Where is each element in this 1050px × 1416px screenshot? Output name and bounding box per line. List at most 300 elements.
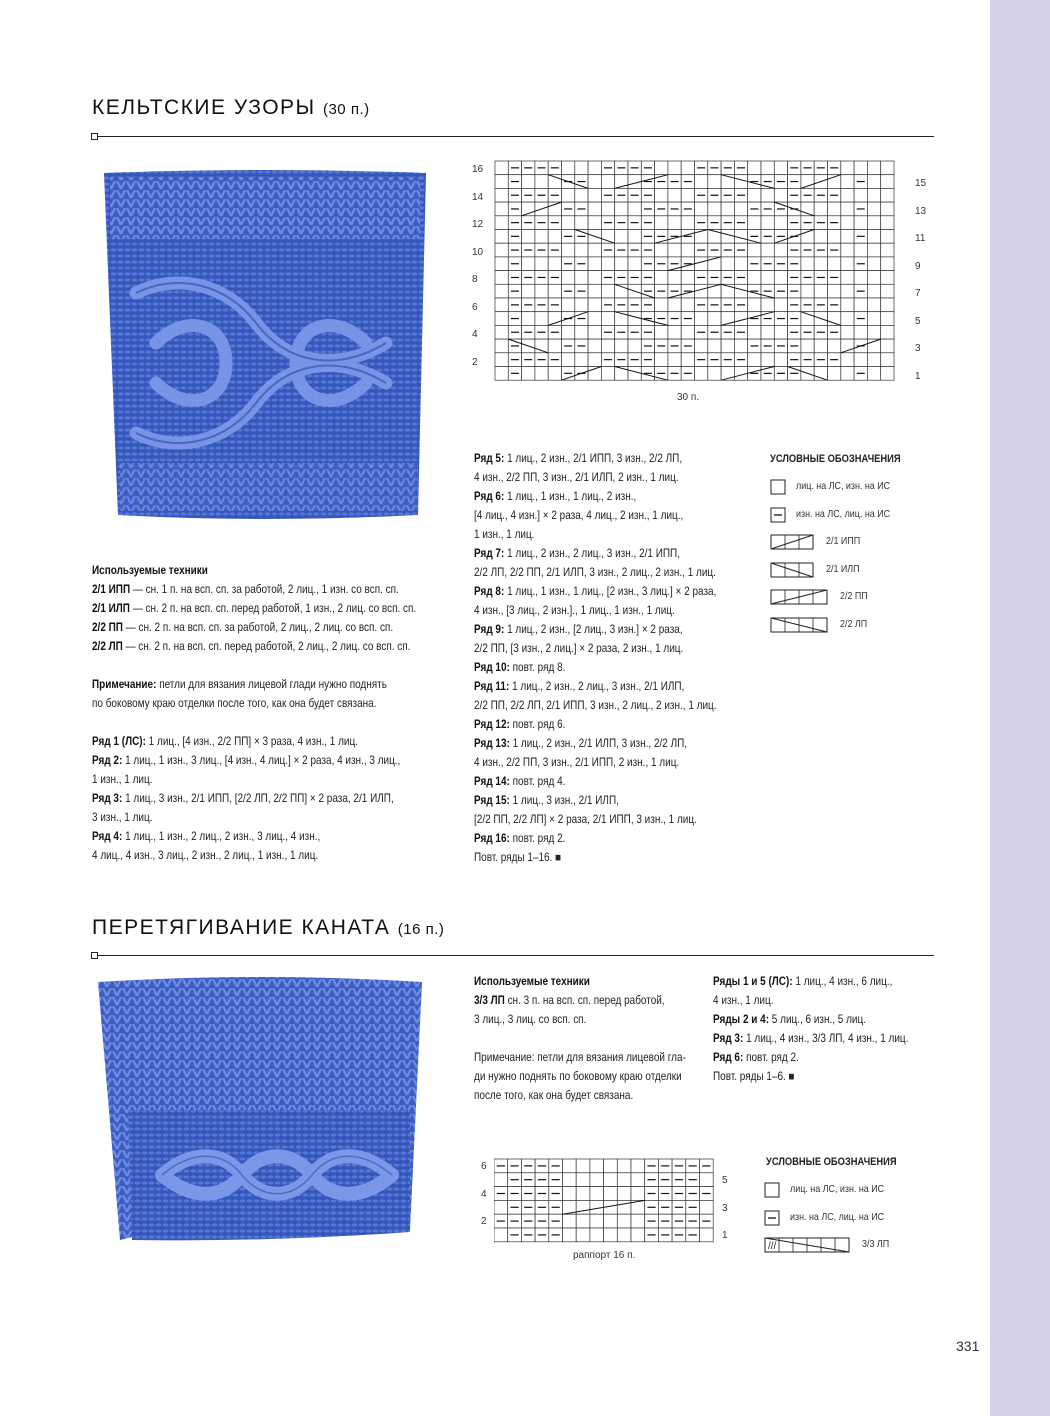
chart-row-number: 14 bbox=[472, 191, 484, 203]
row-text: 4 изн., 2/2 ПП, 3 изн., 2/1 ИЛП, 2 изн., 1 лиц. bbox=[474, 471, 679, 484]
legend-label: лиц. на ЛС, изн. на ИС bbox=[790, 1183, 885, 1195]
chart-cell bbox=[867, 161, 880, 175]
section1-rows-left bbox=[92, 732, 416, 865]
row-line bbox=[713, 972, 908, 991]
chart-cell bbox=[734, 257, 747, 271]
row-line bbox=[713, 1048, 908, 1067]
chart-cell bbox=[562, 298, 575, 312]
row-text: повт. ряд 8. bbox=[509, 661, 566, 674]
row-text: 1 лиц., 1 изн., 3 лиц., [4 изн., 4 лиц.] × 2 раза, 4 изн., 3 лиц., bbox=[122, 754, 401, 767]
cable-22-left-icon bbox=[770, 617, 828, 633]
legend-icon-wrap bbox=[770, 534, 814, 555]
chart-cell bbox=[668, 243, 681, 257]
row-line bbox=[92, 751, 416, 770]
row-line bbox=[474, 601, 717, 620]
chart-cell bbox=[535, 312, 548, 326]
chart-cell bbox=[655, 216, 668, 230]
chart-cell bbox=[700, 1173, 714, 1187]
chart-cell bbox=[748, 353, 761, 367]
chart-cell bbox=[881, 353, 894, 367]
chart-cell bbox=[588, 161, 601, 175]
row-text: 1 лиц., 4 изн., 6 лиц., bbox=[792, 975, 893, 988]
chart-cell bbox=[601, 284, 614, 298]
chart-cell bbox=[721, 257, 734, 271]
chart-cell bbox=[576, 1200, 590, 1214]
chart-cell bbox=[748, 298, 761, 312]
chart-cell bbox=[721, 202, 734, 216]
chart-cell bbox=[617, 1159, 631, 1173]
section2-rule bbox=[92, 955, 934, 956]
cable-21-left-purl-icon bbox=[770, 562, 814, 578]
chart-cell bbox=[548, 339, 561, 353]
row-text: повт. ряд 2. bbox=[509, 832, 566, 845]
chart-cell bbox=[631, 1214, 645, 1228]
chart-cell bbox=[563, 1159, 577, 1173]
section2-rows bbox=[713, 972, 908, 1067]
chart-cell bbox=[617, 1228, 631, 1242]
chart-cell bbox=[588, 325, 601, 339]
chart-cell bbox=[854, 161, 867, 175]
chart-row-number: 11 bbox=[915, 233, 926, 244]
chart-cell bbox=[590, 1173, 604, 1187]
chart-cell bbox=[617, 1214, 631, 1228]
chart-cell bbox=[628, 230, 641, 244]
legend-icon-wrap bbox=[764, 1182, 780, 1203]
chart-cell bbox=[814, 202, 827, 216]
chart-cell bbox=[867, 325, 880, 339]
technique-name: 2/1 ИПП bbox=[92, 583, 131, 596]
chart-cell bbox=[867, 257, 880, 271]
chart-cell bbox=[681, 161, 694, 175]
chart-cell bbox=[761, 243, 774, 257]
chart-cell bbox=[881, 243, 894, 257]
chart-cell bbox=[867, 312, 880, 326]
chart-cell bbox=[814, 339, 827, 353]
row-line bbox=[713, 1029, 908, 1048]
chart-cell bbox=[695, 312, 708, 326]
chart-cell bbox=[604, 1173, 618, 1187]
chart-cell bbox=[708, 312, 721, 326]
chart-cell bbox=[721, 339, 734, 353]
chart-cell bbox=[494, 1228, 508, 1242]
chart-cell bbox=[881, 230, 894, 244]
chart-cell bbox=[695, 175, 708, 189]
chart-cell bbox=[801, 257, 814, 271]
chart-cell bbox=[881, 161, 894, 175]
chart-cell bbox=[881, 188, 894, 202]
chart-cell bbox=[575, 271, 588, 285]
row-label: Ряд 4: bbox=[92, 830, 123, 843]
chart-cell bbox=[495, 325, 508, 339]
legend-icon-wrap bbox=[764, 1237, 850, 1258]
chart-cell bbox=[562, 271, 575, 285]
chart-cell bbox=[748, 271, 761, 285]
technique-name: 2/2 ПП bbox=[92, 621, 123, 634]
row-line bbox=[474, 506, 717, 525]
chart-cell bbox=[588, 271, 601, 285]
row-text: 1 лиц., 3 изн., 2/1 ИПП, [2/2 ЛП, 2/2 ПП] × 2 раза, 2/1 ИЛП, bbox=[122, 792, 394, 805]
chart-cell bbox=[522, 230, 535, 244]
chart-cell bbox=[841, 243, 854, 257]
chart-cell bbox=[867, 284, 880, 298]
chart-row-number: 6 bbox=[472, 301, 478, 313]
knit-square-icon bbox=[764, 1182, 780, 1198]
chart-cell bbox=[708, 202, 721, 216]
chart-cell bbox=[575, 216, 588, 230]
row-text: 2/2 ЛП, 2/2 ПП, 2/1 ИЛП, 3 изн., 2 лиц., 2 изн., 1 лиц. bbox=[474, 566, 716, 579]
row-text: 4 изн., 1 лиц. bbox=[713, 994, 774, 1007]
chart-cell bbox=[828, 284, 841, 298]
section2-stitch-count: (16 п.) bbox=[397, 921, 445, 938]
chart-cell bbox=[881, 339, 894, 353]
chart-cell bbox=[828, 339, 841, 353]
row-line bbox=[474, 487, 717, 506]
row-text: 1 лиц., 2 изн., 2/1 ИЛП, 3 изн., 2/2 ЛП, bbox=[509, 737, 688, 750]
chart-cell bbox=[535, 230, 548, 244]
section1-stitch-count: (30 п.) bbox=[322, 101, 370, 118]
section2-techniques bbox=[474, 972, 686, 1105]
chart-cell bbox=[761, 298, 774, 312]
chart-cell bbox=[615, 202, 628, 216]
section2-repeat-text: Повт. ряды 1–6. ■ bbox=[713, 1070, 795, 1083]
chart-cell bbox=[681, 243, 694, 257]
chart-cell bbox=[588, 202, 601, 216]
chart-cell bbox=[681, 216, 694, 230]
cable-22-right-icon bbox=[770, 589, 828, 605]
section1-note-line1: петли для вязания лицевой глади нужно поднять bbox=[156, 678, 387, 691]
chart-cell bbox=[867, 298, 880, 312]
section1-techniques-list bbox=[92, 580, 416, 656]
legend-label: 2/1 ИПП bbox=[826, 535, 861, 547]
row-text: 4 изн., [3 лиц., 2 изн.]., 1 лиц., 1 изн., 1 лиц. bbox=[474, 604, 675, 617]
chart-cell bbox=[588, 312, 601, 326]
chart-row-number: 1 bbox=[915, 370, 921, 382]
chart-cell bbox=[841, 271, 854, 285]
chart-cell bbox=[535, 175, 548, 189]
chart-cell bbox=[867, 202, 880, 216]
row-text: 1 изн., 1 лиц. bbox=[92, 773, 153, 786]
chart-cell bbox=[881, 257, 894, 271]
chart-cell bbox=[495, 284, 508, 298]
chart-cell bbox=[774, 188, 787, 202]
chart-cell bbox=[562, 353, 575, 367]
chart-cell bbox=[681, 298, 694, 312]
chart-cell bbox=[761, 353, 774, 367]
legend-label: 2/2 ЛП bbox=[840, 617, 868, 630]
technique-name: 2/1 ИЛП bbox=[92, 602, 130, 615]
chart-cell bbox=[774, 243, 787, 257]
row-label: Ряды 1 и 5 (ЛС): bbox=[713, 975, 793, 988]
chart-cell bbox=[881, 175, 894, 189]
chart-cell bbox=[700, 1200, 714, 1214]
chart-cell bbox=[575, 353, 588, 367]
section2-technique-name: 3/3 ЛП bbox=[474, 994, 505, 1007]
section2-chart-grid bbox=[494, 1159, 713, 1242]
row-label: Ряд 6: bbox=[474, 490, 505, 503]
chart-cell bbox=[881, 298, 894, 312]
chart-cell bbox=[576, 1159, 590, 1173]
row-label: Ряд 9: bbox=[474, 623, 505, 636]
chart-cell bbox=[761, 216, 774, 230]
knit-square-icon bbox=[770, 479, 786, 495]
chart-cell bbox=[841, 257, 854, 271]
chart-cell bbox=[588, 243, 601, 257]
row-line bbox=[474, 525, 717, 544]
chart-row-number: 4 bbox=[472, 329, 478, 340]
chart-cell bbox=[601, 367, 614, 381]
legend-label: изн. на ЛС, лиц. на ИС bbox=[796, 507, 891, 520]
chart-cell bbox=[588, 284, 601, 298]
row-line bbox=[474, 563, 717, 582]
chart-cell bbox=[575, 325, 588, 339]
row-line bbox=[474, 582, 717, 601]
chart-cell bbox=[748, 188, 761, 202]
chart-cell bbox=[535, 257, 548, 271]
chart-cell bbox=[734, 202, 747, 216]
chart-cell bbox=[828, 230, 841, 244]
section1-swatch-photo bbox=[96, 163, 436, 525]
chart-cell bbox=[761, 325, 774, 339]
chart-cell bbox=[604, 1214, 618, 1228]
legend-label: изн. на ЛС, лиц. на ИС bbox=[790, 1210, 885, 1223]
chart-cell bbox=[601, 175, 614, 189]
chart-cell bbox=[495, 243, 508, 257]
chart-cell bbox=[495, 161, 508, 175]
section2-chart-width-label: раппорт 16 п. bbox=[573, 1250, 636, 1261]
row-label: Ряд 1 (ЛС): bbox=[92, 735, 146, 748]
chart-cell bbox=[495, 188, 508, 202]
chart-cell bbox=[867, 230, 880, 244]
chart-cell bbox=[576, 1173, 590, 1187]
row-line bbox=[474, 734, 717, 753]
legend-icon-wrap bbox=[770, 479, 786, 500]
row-line bbox=[474, 544, 717, 563]
section2-chart bbox=[494, 1156, 724, 1246]
chart-row-number: 15 bbox=[915, 178, 927, 189]
chart-cell bbox=[576, 1214, 590, 1228]
chart-cell bbox=[548, 367, 561, 381]
row-label: Ряд 2: bbox=[92, 754, 123, 767]
row-text: 1 изн., 1 лиц. bbox=[474, 528, 535, 541]
technique-desc: — сн. 2 п. на всп. сп. за работой, 2 лиц., 2 лиц. со всп. сп. bbox=[122, 621, 394, 634]
row-line bbox=[474, 829, 717, 848]
chart-row-number: 1 bbox=[722, 1230, 728, 1241]
chart-cell bbox=[841, 312, 854, 326]
chart-cell bbox=[867, 271, 880, 285]
chart-cell bbox=[615, 339, 628, 353]
chart-cell bbox=[601, 202, 614, 216]
chart-cell bbox=[854, 298, 867, 312]
chart-cell bbox=[604, 1187, 618, 1201]
row-label: Ряд 11: bbox=[474, 680, 510, 693]
legend-icon-wrap bbox=[770, 562, 814, 583]
row-label: Ряды 2 и 4: bbox=[713, 1013, 770, 1026]
chart-cell bbox=[774, 298, 787, 312]
row-line bbox=[474, 753, 717, 772]
chart-cell bbox=[841, 175, 854, 189]
legend-label: лиц. на ЛС, изн. на ИС bbox=[796, 480, 891, 492]
chart-cell bbox=[854, 271, 867, 285]
chart-cell bbox=[761, 271, 774, 285]
chart-cell bbox=[854, 188, 867, 202]
chart-cell bbox=[655, 188, 668, 202]
row-line bbox=[474, 772, 717, 791]
chart-cell bbox=[631, 1159, 645, 1173]
row-line bbox=[713, 1010, 908, 1029]
row-text: 2/2 ПП, 2/2 ЛП, 2/1 ИПП, 3 изн., 2 лиц., 2 изн., 1 лиц. bbox=[474, 699, 717, 712]
row-text: повт. ряд 4. bbox=[509, 775, 566, 788]
chart-cell bbox=[604, 1228, 618, 1242]
chart-cell bbox=[575, 298, 588, 312]
chart-cell bbox=[562, 216, 575, 230]
row-text: 1 лиц., 2 изн., [2 лиц., 3 изн.] × 2 раза, bbox=[504, 623, 683, 636]
chart-cell bbox=[668, 325, 681, 339]
chart-row-number: 2 bbox=[481, 1216, 487, 1227]
chart-cell bbox=[761, 161, 774, 175]
section2-note-line: Примечание: петли для вязания лицевой гла- bbox=[474, 1051, 686, 1064]
chart-cell bbox=[601, 339, 614, 353]
chart-cell bbox=[522, 312, 535, 326]
chart-cell bbox=[617, 1187, 631, 1201]
row-label: Ряд 13: bbox=[474, 737, 510, 750]
chart-cell bbox=[748, 161, 761, 175]
chart-cell bbox=[881, 271, 894, 285]
chart-cell bbox=[575, 188, 588, 202]
chart-cell bbox=[562, 161, 575, 175]
section2-technique-desc1: сн. 3 п. на всп. сп. перед работой, bbox=[504, 994, 665, 1007]
chart-cell bbox=[867, 188, 880, 202]
row-line bbox=[92, 732, 416, 751]
chart-cell bbox=[590, 1214, 604, 1228]
chart-row-number: 5 bbox=[915, 315, 921, 327]
technique-line bbox=[92, 599, 416, 618]
row-line bbox=[474, 696, 717, 715]
chart-cell bbox=[604, 1159, 618, 1173]
chart-cell bbox=[801, 339, 814, 353]
row-label: Ряд 3: bbox=[92, 792, 123, 805]
chart-cell bbox=[495, 202, 508, 216]
section2-legend-title: УСЛОВНЫЕ ОБОЗНАЧЕНИЯ bbox=[766, 1156, 897, 1168]
chart-cell bbox=[681, 325, 694, 339]
chart-cell bbox=[495, 216, 508, 230]
row-line bbox=[474, 468, 717, 487]
page-number: 331 bbox=[956, 1338, 980, 1354]
chart-cell bbox=[854, 325, 867, 339]
legend-icon-wrap bbox=[770, 617, 828, 638]
chart-cell bbox=[695, 202, 708, 216]
chart-cell bbox=[854, 353, 867, 367]
chart-cell bbox=[588, 298, 601, 312]
chart-cell bbox=[588, 216, 601, 230]
chart-cell bbox=[695, 367, 708, 381]
chart-cell bbox=[881, 312, 894, 326]
row-line bbox=[713, 991, 908, 1010]
chart-cell bbox=[881, 284, 894, 298]
chart-cell bbox=[841, 161, 854, 175]
chart-row-number: 5 bbox=[722, 1175, 728, 1186]
chart-cell bbox=[628, 202, 641, 216]
chart-cell bbox=[828, 367, 841, 381]
chart-cell bbox=[668, 271, 681, 285]
chart-row-number: 3 bbox=[722, 1202, 728, 1214]
chart-cell bbox=[562, 325, 575, 339]
row-line bbox=[474, 791, 717, 810]
row-line bbox=[474, 620, 717, 639]
chart-cell bbox=[628, 339, 641, 353]
section2-title-text: ПЕРЕТЯГИВАНИЕ КАНАТА bbox=[92, 916, 391, 939]
technique-desc: — сн. 1 п. на всп. сп. за работой, 2 лиц., 1 изн. со всп. сп. bbox=[130, 583, 399, 596]
section1-repeat-text: Повт. ряды 1–16. ■ bbox=[474, 851, 562, 864]
chart-row-number: 4 bbox=[481, 1188, 487, 1200]
legend-label: 3/3 ЛП bbox=[862, 1238, 890, 1250]
section1-title bbox=[92, 96, 370, 120]
row-text: 1 лиц., 1 изн., 2 лиц., 2 изн., 3 лиц., 4 изн., bbox=[122, 830, 321, 843]
legend-icon-wrap bbox=[764, 1210, 780, 1231]
chart-cell bbox=[522, 175, 535, 189]
chart-cell bbox=[655, 353, 668, 367]
chart-cell bbox=[590, 1187, 604, 1201]
section2-title bbox=[92, 916, 444, 940]
chart-cell bbox=[748, 216, 761, 230]
row-text: 4 изн., 2/2 ПП, 3 изн., 2/1 ИПП, 2 изн., 1 лиц. bbox=[474, 756, 680, 769]
chart-cell bbox=[588, 339, 601, 353]
chart-cell bbox=[563, 1228, 577, 1242]
chart-cell bbox=[841, 325, 854, 339]
chart-cell bbox=[535, 284, 548, 298]
chart-cell bbox=[548, 284, 561, 298]
chart-cell bbox=[841, 353, 854, 367]
chart-cell bbox=[655, 298, 668, 312]
row-text: повт. ряд 2. bbox=[743, 1051, 799, 1064]
row-line bbox=[474, 658, 717, 677]
row-label: Ряд 5: bbox=[474, 452, 505, 465]
chart-cell bbox=[522, 257, 535, 271]
cable-33-left-icon bbox=[764, 1237, 850, 1253]
legend-label: 2/1 ИЛП bbox=[826, 562, 860, 575]
chart-cell bbox=[655, 161, 668, 175]
chart-row-number: 8 bbox=[472, 274, 478, 285]
row-label: Ряд 10: bbox=[474, 661, 510, 674]
chart-cell bbox=[708, 339, 721, 353]
row-line bbox=[92, 808, 416, 827]
chart-cell bbox=[841, 188, 854, 202]
chart-cell bbox=[615, 257, 628, 271]
chart-cell bbox=[774, 325, 787, 339]
row-line bbox=[92, 770, 416, 789]
chart-cell bbox=[494, 1200, 508, 1214]
chart-cell bbox=[774, 353, 787, 367]
chart-cell bbox=[655, 325, 668, 339]
chart-cell bbox=[668, 216, 681, 230]
chart-cell bbox=[668, 188, 681, 202]
chart-row-number: 16 bbox=[472, 164, 484, 175]
section2-note-line: после того, как она будет связана. bbox=[474, 1089, 634, 1102]
chart-cell bbox=[548, 230, 561, 244]
chart-cell bbox=[590, 1228, 604, 1242]
chart-cell bbox=[522, 367, 535, 381]
row-label: Ряд 3: bbox=[713, 1032, 744, 1045]
section2-rows-block bbox=[713, 972, 908, 1086]
row-text: 4 лиц., 4 изн., 3 лиц., 2 изн., 2 лиц., 1 изн., 1 лиц. bbox=[92, 849, 319, 862]
technique-line bbox=[92, 618, 416, 637]
row-line bbox=[474, 639, 717, 658]
row-text: повт. ряд 6. bbox=[509, 718, 566, 731]
purl-dash-icon bbox=[770, 507, 786, 523]
chart-cell bbox=[828, 202, 841, 216]
chart-cell bbox=[814, 230, 827, 244]
chart-cell bbox=[563, 1173, 577, 1187]
row-label: Ряд 7: bbox=[474, 547, 505, 560]
